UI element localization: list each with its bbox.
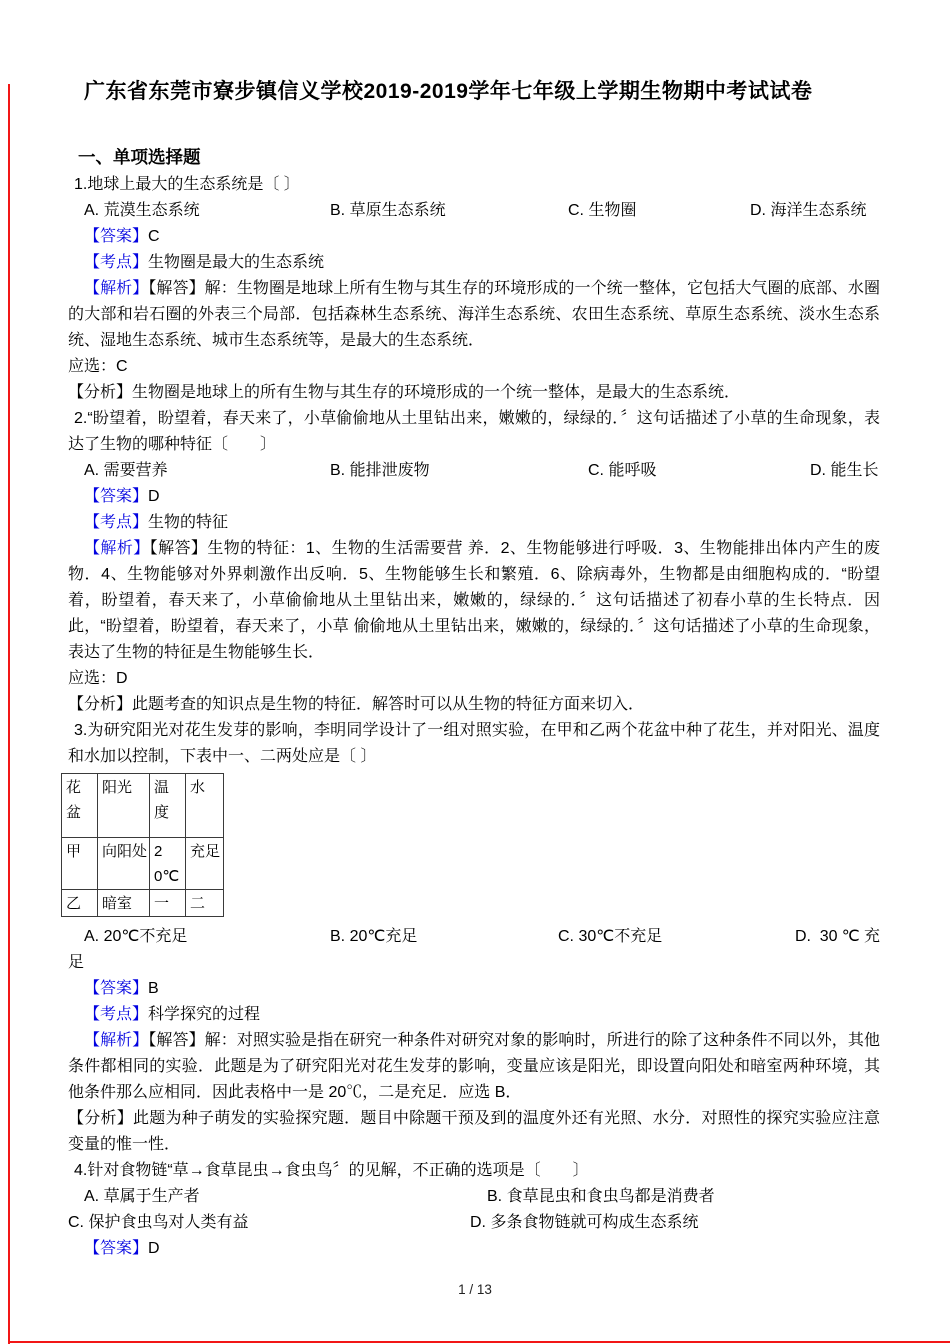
q3-answer	[68, 976, 880, 1002]
text-segment: B	[148, 980, 159, 997]
page-title: 广东省东莞市寮步镇信义学校2019-2019学年七年级上学期生物期中考试试卷	[84, 80, 813, 103]
text-segment: 3.为研究阳光对花生发芽的影响，李明同学设计了一组对照实验，在甲和乙两个花盆中种了花生，并对阳光、温度和水加以控制，下表中一、二两处应是〔 〕	[68, 722, 880, 765]
q3-text	[68, 718, 880, 770]
option-item: B. 食草昆虫和食虫鸟都是消费者	[487, 1188, 715, 1205]
q3-experiment-table	[61, 773, 224, 917]
label-bracket: 【解析】	[84, 280, 149, 297]
option-item: D. 能生长	[810, 462, 879, 479]
option-item: D. 多条食物链就可构成生态系统	[470, 1214, 699, 1231]
text-segment: 1.地球上最大的生态系统是〔 〕	[74, 176, 300, 193]
text-segment: 科学探究的过程	[148, 1006, 261, 1023]
text-segment: 【分析】此题为种子萌发的实验探究题．题目中除题干预及到的温度外还有光照、水分．对照性的探究实验应注意变量的惟一性．	[68, 1110, 880, 1153]
option-item: B. 能排泄废物	[330, 462, 430, 479]
table-cell: 一	[150, 890, 186, 917]
section-heading: 一、单项选择题	[78, 147, 201, 167]
red-bottom-border	[8, 1341, 950, 1343]
text-segment: 4.针对食物链“草→食草昆虫→食虫鸟〞的见解，不正确的选项是〔 〕	[74, 1162, 589, 1179]
label-bracket: 【解析】	[84, 1032, 149, 1049]
q1-kaodian	[68, 250, 880, 276]
option-item: A. 20℃不充足	[84, 928, 188, 945]
red-left-border	[8, 84, 10, 1344]
label-bracket: 【答案】	[84, 228, 149, 245]
q4-text	[68, 1158, 880, 1184]
option-item: B. 草原生态系统	[330, 202, 446, 219]
q3-fenxi	[68, 1106, 880, 1158]
option-item: B. 20℃充足	[330, 928, 418, 945]
option-item: C. 生物圈	[568, 202, 637, 219]
table-row	[62, 890, 224, 917]
q1-yingxuan	[68, 354, 880, 380]
option-item: D. 30℃充足	[68, 928, 880, 971]
text-segment: 【解答】生物的特征：1、生物的生活需要营 养．2、生物能够进行呼吸．3、生物能排出体内产生的废物．4、生物能够对外界刺激作出反响．5、生物能够生长和繁殖．6、除病毒外，生物都是由细胞构成的．“盼望着，盼望着，春天来了，小草偷偷地从土里钻出来，嫩嫩的，绿绿的．〞这句话描述了初春小草的生长特点．因此，“盼望着，盼望着，春天来了，小草 偷偷地从土里钻出来，嫩嫩的，绿绿的．〞这句话描述了小草的生命现象，表达了生物的特征是生物能够生长．	[68, 540, 880, 661]
q4-answer	[68, 1236, 880, 1262]
table-cell: 阳光	[98, 774, 150, 838]
table-cell: 向阳处	[98, 838, 150, 890]
q2-answer	[68, 484, 880, 510]
text-segment: C	[148, 228, 160, 245]
option-item: C. 能呼吸	[588, 462, 657, 479]
q4-options-row1	[68, 1184, 880, 1210]
table-row	[62, 838, 224, 890]
text-segment: 应选：C	[68, 358, 128, 375]
option-item: A. 荒漠生态系统	[84, 202, 200, 219]
table-cell: 二	[186, 890, 224, 917]
q2-text	[68, 406, 880, 458]
document-body	[68, 0, 880, 1262]
table-cell: 甲	[62, 838, 98, 890]
table-cell: 充足	[186, 838, 224, 890]
page-number: 1 / 13	[458, 1282, 492, 1297]
q1-options	[68, 198, 880, 224]
table-cell: 暗室	[98, 890, 150, 917]
text-segment: 2.“盼望着，盼望着，春天来了，小草偷偷地从土里钻出来，嫩嫩的，绿绿的．〞这句话描述了小草的生命现象，表达了生物的哪种特征〔 〕	[68, 410, 880, 453]
text-segment: 【解答】解：生物圈是地球上所有生物与其生存的环境形成的一个统一整体，它包括大气圈的底部、水圈的大部和岩石圈的外表三个局部．包括森林生态系统、海洋生态系统、农田生态系统、草原生态系统、淡水生态系统、湿地生态系统、城市生态系统等，是最大的生态系统．	[68, 280, 880, 349]
q2-jiexi	[68, 536, 880, 666]
q1-text	[68, 172, 880, 198]
text-segment: 生物的特征	[148, 514, 229, 531]
label-bracket: 【答案】	[84, 488, 149, 505]
option-item: A. 需要营养	[84, 462, 168, 479]
q1-fenxi	[68, 380, 880, 406]
q3-options	[68, 924, 880, 976]
q2-kaodian	[68, 510, 880, 536]
table-cell: 20℃	[150, 838, 186, 890]
text-segment: 【解答】解：对照实验是指在研究一种条件对研究对象的影响时，所进行的除了这种条件不同以外，其他条件都相同的实验．此题是为了研究阳光对花生发芽的影响，变量应该是阳光，即设置向阳处和暗室两种环境，其他条件那么应相同．因此表格中一是 20℃，二是充足．应选 B．	[68, 1032, 880, 1101]
label-bracket: 【答案】	[84, 1240, 149, 1257]
text-segment: 应选：D	[68, 670, 128, 687]
label-bracket: 【考点】	[84, 1006, 149, 1023]
table-row	[62, 774, 224, 838]
q3-kaodian	[68, 1002, 880, 1028]
q1-jiexi	[68, 276, 880, 354]
option-item: C. 30℃不充足	[558, 928, 663, 945]
table-cell: 乙	[62, 890, 98, 917]
table-cell: 温度	[150, 774, 186, 838]
q2-options	[68, 458, 880, 484]
label-bracket: 【解析】	[84, 540, 150, 557]
text-segment: 【分析】此题考查的知识点是生物的特征．解答时可以从生物的特征方面来切入．	[68, 696, 645, 713]
option-item: D. 海洋生态系统	[750, 202, 867, 219]
label-bracket: 【考点】	[84, 254, 149, 271]
label-bracket: 【考点】	[84, 514, 149, 531]
text-segment: 生物圈是最大的生态系统	[148, 254, 325, 271]
q2-fenxi	[68, 692, 880, 718]
blocks	[68, 172, 880, 1262]
q2-yingxuan	[68, 666, 880, 692]
q4-options-row2	[68, 1210, 880, 1236]
label-bracket: 【答案】	[84, 980, 149, 997]
q3-jiexi	[68, 1028, 880, 1106]
option-item: A. 草属于生产者	[84, 1188, 200, 1205]
table-cell: 水	[186, 774, 224, 838]
text-segment: D	[148, 488, 160, 505]
text-segment: 【分析】生物圈是地球上的所有生物与其生存的环境形成的一个统一整体，是最大的生态系统．	[68, 384, 741, 401]
text-segment: D	[148, 1240, 160, 1257]
table-cell: 花盆	[62, 774, 98, 838]
option-item: C. 保护食虫鸟对人类有益	[68, 1214, 249, 1231]
q1-answer	[68, 224, 880, 250]
